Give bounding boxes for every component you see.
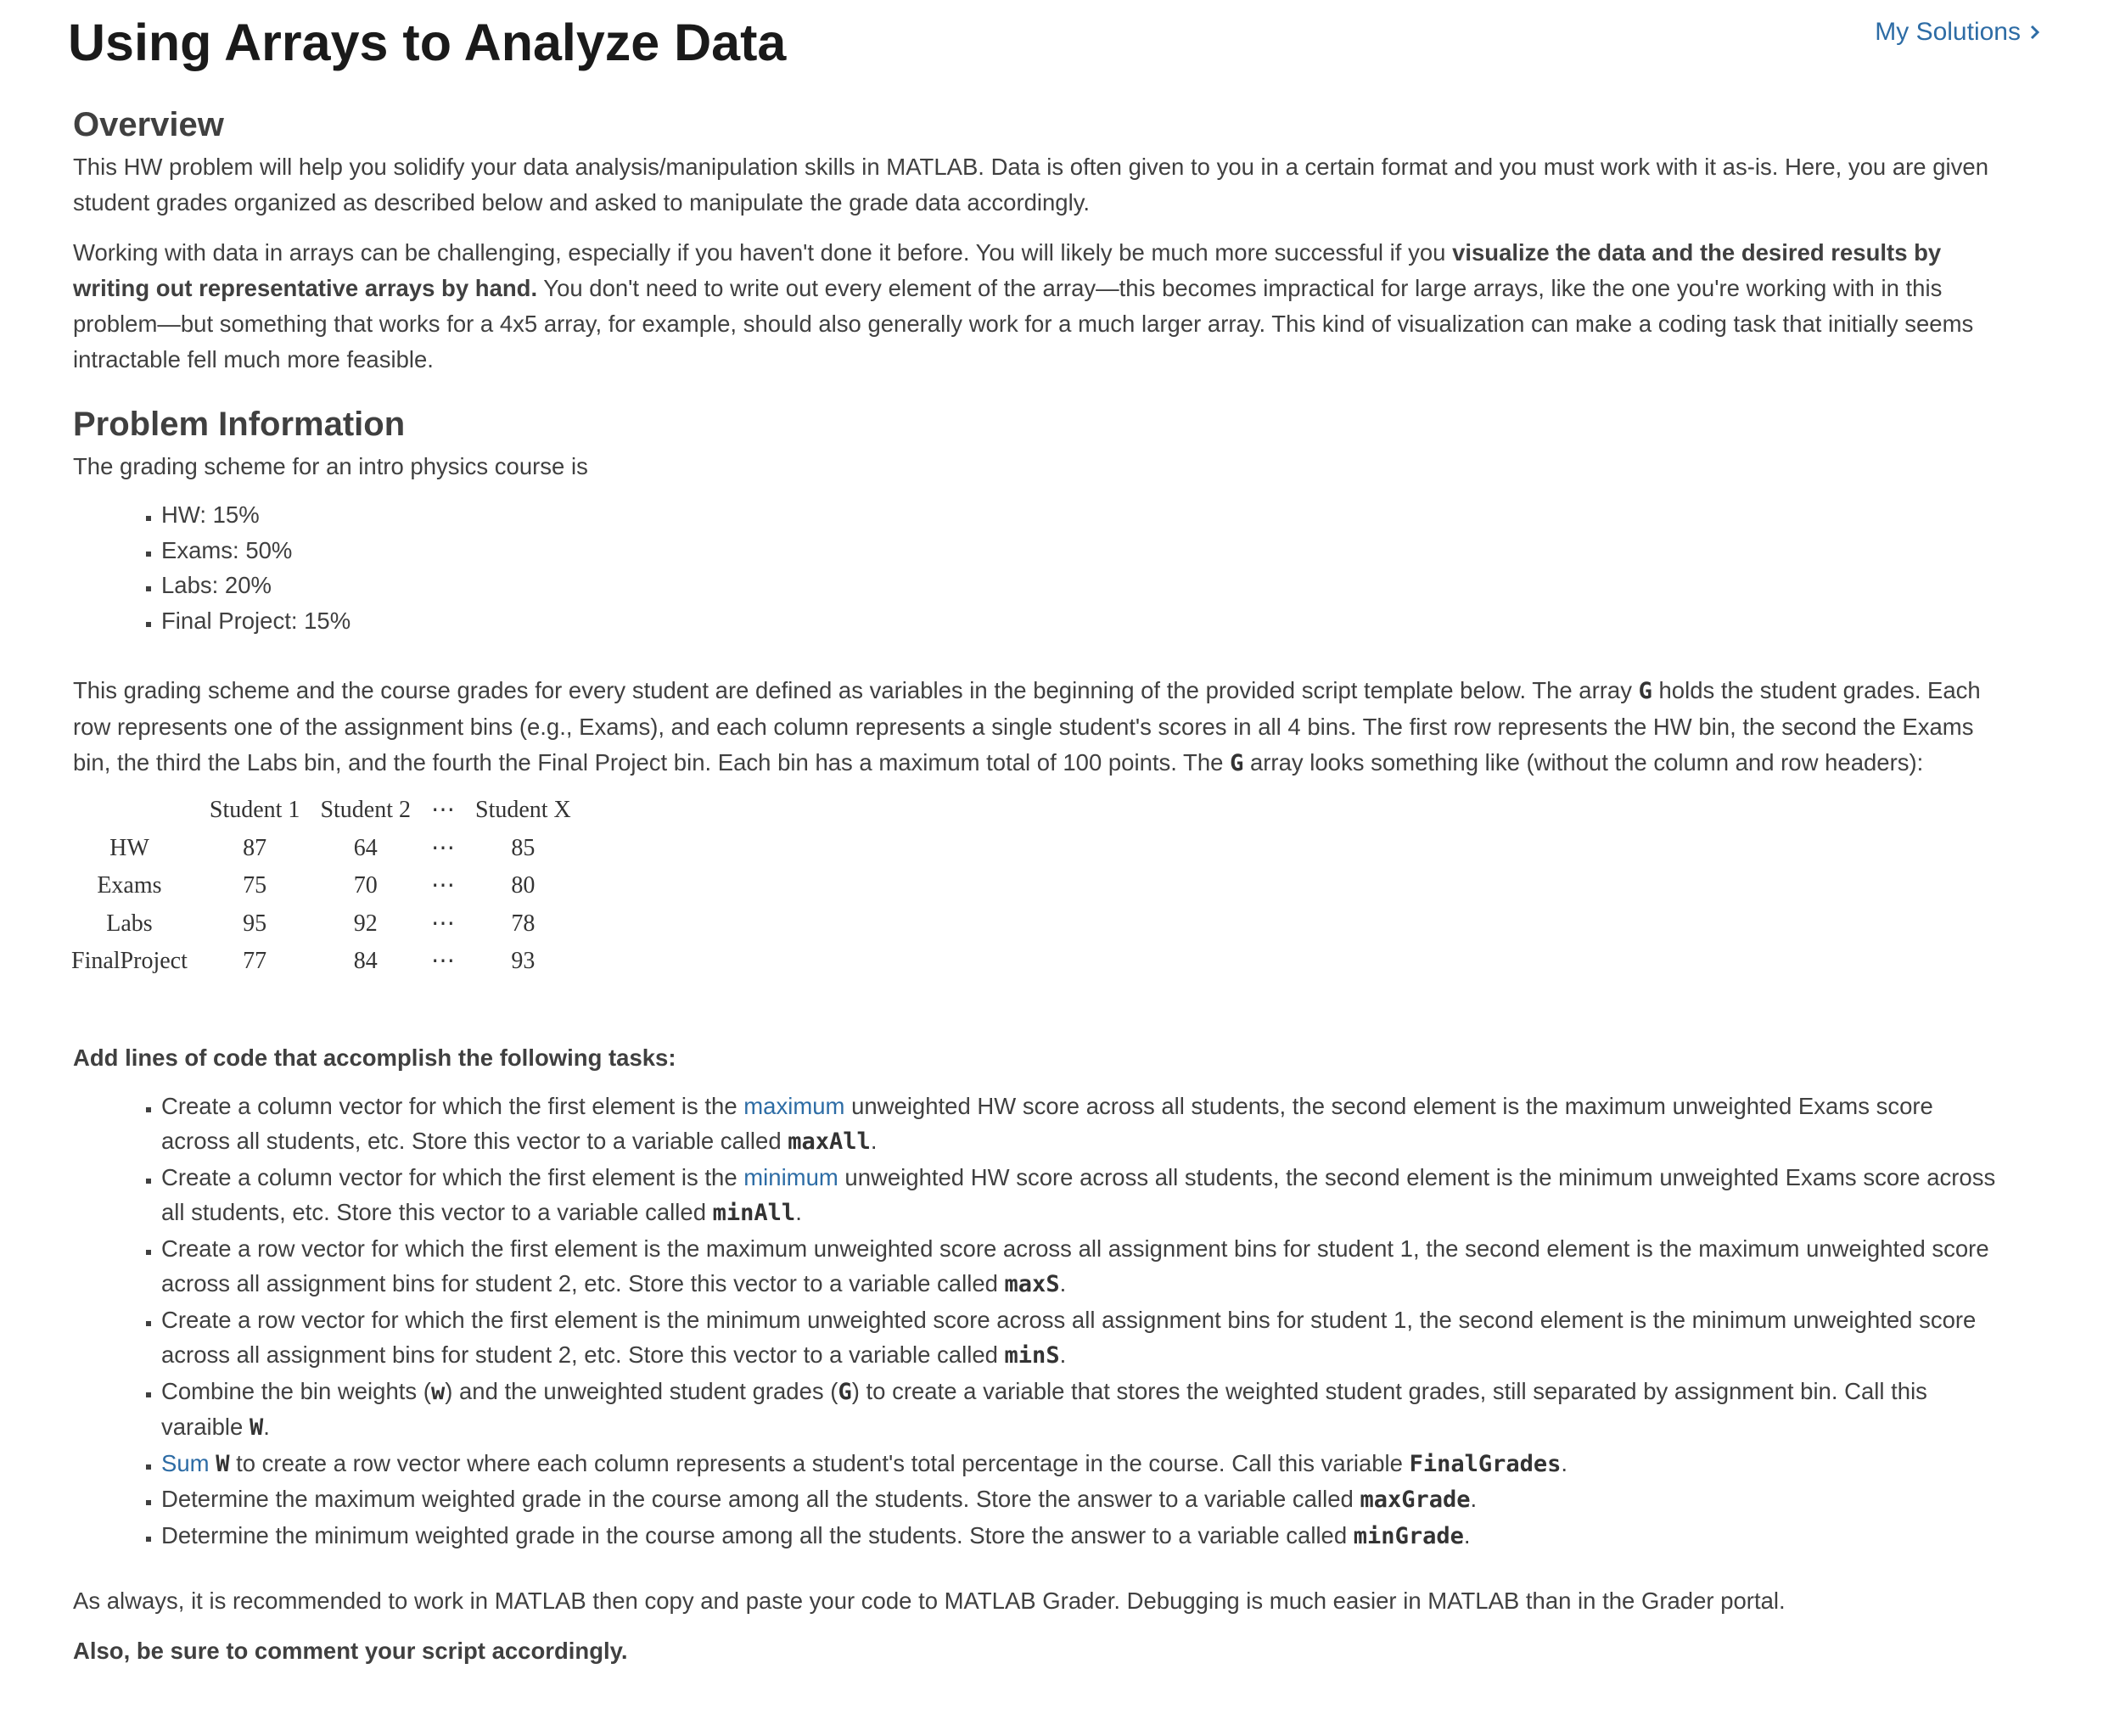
task-item xyxy=(161,1302,2008,1374)
task-text: unweighted HW score across all students, the second element is the maximum unweighted Exams score across all students, etc. Store this vector to a variable called xyxy=(161,1092,1933,1154)
desc-text: array looks something like (without the column and row headers): xyxy=(1243,749,1924,776)
var-maxS: maxS xyxy=(1004,1271,1060,1297)
task-text: . xyxy=(1059,1341,1067,1368)
overview-text: Working with data in arrays can be challenging, especially if you haven't done it before. You will likely be much more successful if you xyxy=(73,239,1453,266)
task-text: Create a column vector for which the first element is the xyxy=(161,1092,744,1119)
matrix-cell: 77 xyxy=(243,948,267,975)
var-G: G xyxy=(1638,678,1652,704)
var-W: W xyxy=(249,1414,264,1441)
desc-text: This grading scheme and the course grades for every student are defined as variables in the beginning of the provided script template below. The array xyxy=(73,677,1639,703)
desc-text: holds the student grades. Each row represents one of the assignment bins (e.g., Exams), and each column represents a single student's scores in all 4 bins. The first row represents the HW bin, the second the Exams bin, the third the Labs bin, and the fourth the Final Project bin. Each bin has a maximum total of 100 points. The xyxy=(73,677,1981,776)
tasks-list xyxy=(73,1089,2008,1554)
array-description xyxy=(73,673,2008,781)
overview-paragraph-1: This HW problem will help you solidify your data analysis/manipulation skills in MATLAB. Data is often given to you in a certain format and you must work with it as-is. Here, you are given student grades organized as described below and asked to manipulate the grade data accordingly. xyxy=(73,154,1988,216)
matrix-col-header: Student 2 xyxy=(320,797,411,824)
matrix-corner xyxy=(71,792,199,830)
var-W: W xyxy=(216,1450,230,1477)
task-text: . xyxy=(263,1414,270,1440)
comment-note xyxy=(73,1633,2008,1669)
var-maxGrade: maxGrade xyxy=(1360,1487,1471,1513)
task-text: . xyxy=(795,1199,802,1225)
matrix-col-header: Student X xyxy=(475,797,571,824)
matrix-col-header: ⋯ xyxy=(431,797,455,824)
tasks-heading xyxy=(73,1040,2008,1076)
grades-matrix xyxy=(71,792,581,981)
sum-doc-link[interactable]: Sum xyxy=(161,1449,210,1476)
task-item xyxy=(161,1518,2008,1554)
task-text: Combine the bin weights ( xyxy=(161,1377,431,1404)
overview-paragraph-2 xyxy=(73,235,2008,378)
task-text: ) and the unweighted student grades ( xyxy=(445,1377,838,1404)
overview-bold-text: visualize the data and the desired results by writing out representative arrays by hand. xyxy=(73,239,1942,301)
task-text: . xyxy=(1463,1521,1471,1548)
maximum-doc-link[interactable]: maximum xyxy=(743,1092,845,1119)
task-text: ) to create a variable that stores the weighted student grades, still separated by assignment bin. Call this varaible xyxy=(161,1377,1927,1440)
page-title: Using Arrays to Analyze Data xyxy=(68,14,787,71)
weight-item: ▪ HW: 15% xyxy=(161,497,2008,533)
task-item xyxy=(161,1446,2008,1482)
task-text: Determine the minimum weighted grade in the course among all the students. Store the answer to a variable called xyxy=(161,1521,1354,1548)
matrix-cell: 78 xyxy=(511,910,536,937)
var-G: G xyxy=(1230,750,1244,776)
matrix-cell: 92 xyxy=(353,910,378,937)
my-solutions-label: My Solutions xyxy=(1875,18,2021,46)
matrix-row-header: FinalProject xyxy=(71,948,188,975)
var-FinalGrades: FinalGrades xyxy=(1409,1450,1562,1477)
matrix-cell: ⋯ xyxy=(431,948,455,975)
matrix-cell: 95 xyxy=(243,910,267,937)
overview-heading: Overview xyxy=(73,106,224,143)
matrix-cell: ⋯ xyxy=(431,872,455,899)
overview-text: You don't need to write out every element of the array—this becomes impractical for large arrays, like the one you're working with in this problem—but something that works for a 4x5 array, for example, should also generally work for a much larger array. This kind of visualization can make a coding task that initially seems intractable fell much more feasible. xyxy=(73,275,1974,372)
var-G: G xyxy=(838,1378,852,1405)
weight-item: ▪ Labs: 20% xyxy=(161,568,2008,603)
matrix-col-header: Student 1 xyxy=(209,797,300,824)
task-text: . xyxy=(1059,1270,1067,1296)
var-maxAll: maxAll xyxy=(788,1128,871,1155)
matlab-note: As always, it is recommended to work in MATLAB then copy and paste your code to MATLAB Grader. Debugging is much easier in MATLAB than in the Grader portal. xyxy=(73,1588,1786,1614)
matrix-cell: 64 xyxy=(353,834,378,861)
matrix-cell: 85 xyxy=(511,834,536,861)
matrix-cell: ⋯ xyxy=(431,834,455,861)
task-text: Determine the maximum weighted grade in the course among all the students. Store the answer to a variable called xyxy=(161,1486,1360,1512)
task-text: Create a row vector for which the first element is the maximum unweighted score across all assignment bins for student 1, the second element is the maximum unweighted score across all assignment bins for student 2, etc. Store this vector to a variable called xyxy=(161,1235,1989,1296)
matrix-cell: 70 xyxy=(353,872,378,899)
task-item xyxy=(161,1231,2008,1302)
tasks-heading-text: Add lines of code that accomplish the following tasks: xyxy=(73,1044,676,1071)
task-text: Create a column vector for which the first element is the xyxy=(161,1163,744,1190)
matrix-row-header: Exams xyxy=(97,872,162,899)
task-text: Create a row vector for which the first element is the minimum unweighted score across all assignment bins for student 1, the second element is the minimum unweighted score across all assignment bins for student 2, etc. Store this vector to a variable called xyxy=(161,1306,1977,1368)
var-minAll: minAll xyxy=(712,1200,796,1226)
var-minS: minS xyxy=(1004,1342,1060,1369)
matrix-cell: 87 xyxy=(243,834,267,861)
task-text: . xyxy=(1561,1449,1568,1476)
problem-information-heading: Problem Information xyxy=(73,406,406,443)
matrix-cell: ⋯ xyxy=(431,910,455,937)
task-item xyxy=(161,1160,2008,1231)
matrix-header-row xyxy=(71,792,581,830)
matrix-row xyxy=(71,867,581,905)
weight-item: ▪ Final Project: 15% xyxy=(161,603,2008,639)
task-item xyxy=(161,1481,2008,1518)
task-item xyxy=(161,1089,2008,1160)
matrix-row-header: Labs xyxy=(106,910,153,937)
minimum-doc-link[interactable]: minimum xyxy=(743,1163,838,1190)
var-w: w xyxy=(430,1378,446,1405)
task-text: unweighted HW score across all students, the second element is the minimum unweighted Exams score across all students, etc. Store this vector to a variable called xyxy=(161,1163,1996,1225)
matrix-row xyxy=(71,943,581,981)
task-text: . xyxy=(870,1128,878,1154)
task-text: to create a row vector where each column represents a student's total percentage in the course. Call this variable xyxy=(229,1449,1410,1476)
task-item xyxy=(161,1374,2008,1446)
my-solutions-link[interactable] xyxy=(1875,17,2041,48)
task-text: . xyxy=(1470,1486,1478,1512)
matrix-cell: 93 xyxy=(511,948,536,975)
matrix-cell: 80 xyxy=(511,872,536,899)
matrix-row xyxy=(71,830,581,868)
matrix-cell: 84 xyxy=(353,948,378,975)
problem-description xyxy=(73,100,2008,1669)
weight-item: ▪ Exams: 50% xyxy=(161,533,2008,568)
matrix-row xyxy=(71,905,581,944)
grading-scheme-intro: The grading scheme for an intro physics course is xyxy=(73,453,588,479)
grading-weights-list xyxy=(73,497,2008,638)
matrix-row-header: HW xyxy=(109,834,149,861)
comment-note-text: Also, be sure to comment your script accordingly. xyxy=(73,1638,628,1664)
var-minGrade: minGrade xyxy=(1353,1522,1464,1549)
chevron-right-icon xyxy=(2029,24,2041,41)
matrix-cell: 75 xyxy=(243,872,267,899)
